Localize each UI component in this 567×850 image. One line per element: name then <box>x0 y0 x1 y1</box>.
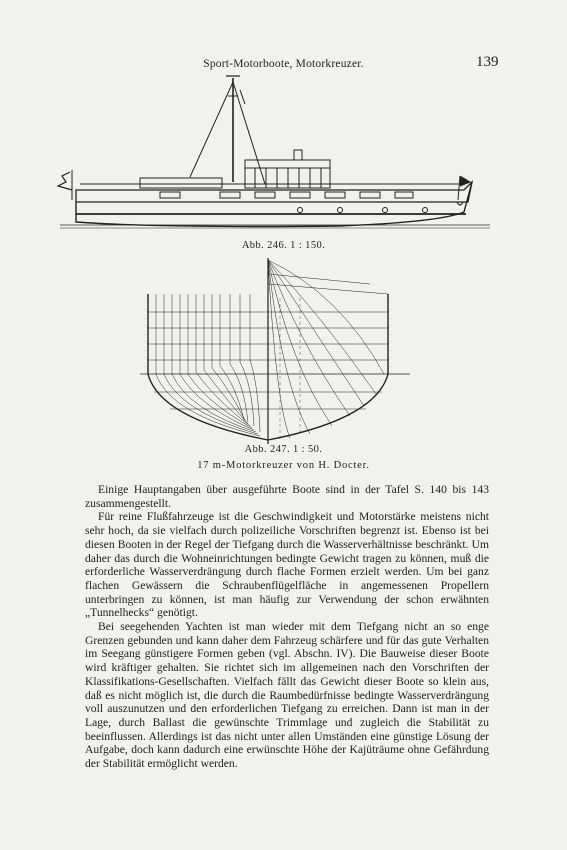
hull-body-plan-drawing <box>140 254 410 444</box>
running-head: Sport-Motorboote, Motorkreuzer. <box>203 58 364 70</box>
paragraph: Einige Hauptangaben über ausgeführte Boote sind in der Tafel S. 140 bis 143 zusammengestellt. <box>85 483 489 510</box>
figure-246-caption: Abb. 246. 1 : 150. <box>241 240 326 251</box>
paragraph: Für reine Flußfahrzeuge ist die Geschwindigkeit und Motorstärke meistens nicht sehr hoch, da sie vielfach durch polizeiliche Vorschriften begrenzt ist. Ebenso ist bei diesen Booten in der Regel der Tiefgang durch die Wasserverhältnisse beschränkt. Um daher das durch die Wohneinrichtungen bedingte Gewicht tragen zu können, muß die erforderliche Wasserverdrängung durch flache Formen erzielt werden. Um bei ganz flachen Gewässern die Schraubenflügelfläche in angemessenen Propellern unterbringen zu können, ist man häufig zur Verwendung der schon erwähnten „Tunnelhecks“ genötigt. <box>85 510 489 620</box>
motor-cruiser-profile-drawing <box>40 72 500 242</box>
body-text <box>85 483 489 771</box>
page-number: 139 <box>476 54 499 70</box>
figure-247-caption: Abb. 247. 1 : 50. <box>244 444 323 455</box>
paragraph: Bei seegehenden Yachten ist man wieder mit dem Tiefgang nicht an so enge Grenzen gebunden und kann daher dem Fahrzeug schärfere und für das gute Verhalten im Seegang günstigere Formen geben (vgl. Abschn. IV). Die Bauweise dieser Boote wird kräftiger gehalten. Sie richtet sich im allgemeinen nach den Vorschriften der Klassifikations-Gesellschaften. Vielfach fällt das Gewicht dieser Boote so klein aus, daß es nicht möglich ist, die durch die Raumbedürfnisse bedingte Wasserverdrängung voll auszunutzen und den erforderlichen Tiefgang zu erreichen. Dann ist man in der Lage, durch Ballast die gewünschte Trimmlage und zugleich die Stabilität zu beeinflussen. Allerdings ist das nicht unter allen Umständen eine günstige Lösung der Aufgabe, doch kann dadurch eine erwünschte Höhe der Kajüträume ohne Gefährdung der Stabilität ermöglicht werden. <box>85 620 489 771</box>
figure-247-subcaption: 17 m-Motorkreuzer von H. Docter. <box>197 460 370 471</box>
